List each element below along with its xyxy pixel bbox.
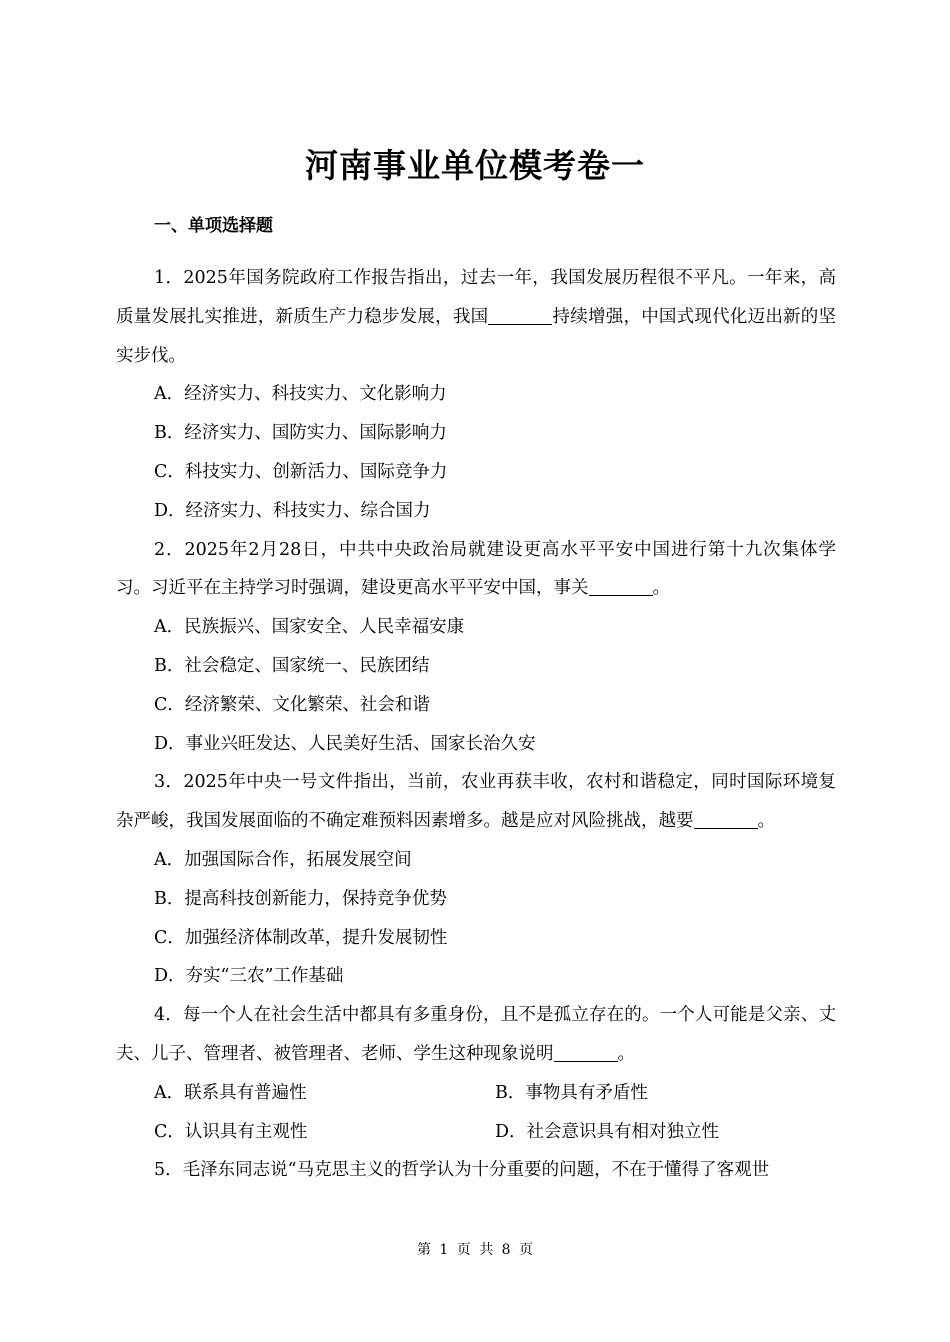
question-stem [116, 996, 836, 1074]
stem-text: 。 [757, 811, 775, 832]
option-d: D．事业兴旺发达、人民美好生活、国家长治久安 [154, 733, 536, 754]
option-c: C．认识具有主观性 [154, 1121, 308, 1142]
answer-blank [554, 1043, 618, 1062]
question-stem [116, 1151, 836, 1190]
stem-text: 4．每一个人在社会生活中都具有多重身份，且不是孤立存在的。一个人可能是父亲、丈夫、儿子、管理者、被管理者、老师、学生这种现象说明 [116, 1005, 836, 1064]
option-b: B．社会稳定、国家统一、民族团结 [154, 655, 430, 676]
stem-text: 5．毛泽东同志说“马克思主义的哲学认为十分重要的问题，不在于懂得了客观世 [154, 1160, 770, 1181]
question-stem [116, 531, 836, 609]
option-c: C．经济繁荣、文化繁荣、社会和谐 [154, 694, 430, 715]
option-d: D．社会意识具有相对独立性 [495, 1121, 720, 1142]
option-a: A．联系具有普遍性 [154, 1082, 307, 1103]
option-b: B．经济实力、国防实力、国际影响力 [154, 423, 447, 444]
stem-text: 。 [617, 1043, 635, 1064]
option-a: A．加强国际合作，拓展发展空间 [154, 849, 412, 870]
option-b: B．事物具有矛盾性 [495, 1082, 648, 1103]
page-title: 河南事业单位模考卷一 [305, 146, 645, 185]
stem-text: 2．2025年2月28日，中共中央政治局就建设更高水平平安中国进行第十九次集体学习。习近平在主持学习时强调，建设更高水平平安中国，事关 [116, 539, 836, 599]
stem-text: 1．2025年国务院政府工作报告指出，过去一年，我国发展历程很不平凡。一年来，高质量发展扎实推进，新质生产力稳步发展，我国 [116, 268, 836, 327]
stem-text: 3．2025年中央一号文件指出，当前，农业再获丰收，农村和谐稳定，同时国际环境复杂严峻，我国发展面临的不确定难预料因素增多。越是应对风险挑战，越要 [116, 772, 836, 832]
page-footer: 第 1 页 共 8 页 [416, 1242, 534, 1258]
option-d: D．夯实“三农”工作基础 [154, 966, 344, 987]
answer-blank [589, 578, 653, 597]
option-row [116, 1113, 836, 1152]
option-a: A．民族振兴、国家安全、人民幸福安康 [154, 617, 465, 638]
answer-blank [694, 811, 758, 830]
section-heading: 一、单项选择题 [154, 216, 273, 236]
stem-text: 持续增强，中国式现代化迈出新的坚实步伐。 [116, 306, 837, 366]
answer-blank [488, 306, 552, 325]
question-stem [116, 259, 836, 375]
option-c: C．科技实力、创新活力、国际竞争力 [154, 461, 448, 482]
option-a: A．经济实力、科技实力、文化影响力 [154, 384, 447, 405]
option-row [116, 1074, 836, 1113]
option-b: B．提高科技创新能力，保持竞争优势 [154, 888, 447, 909]
stem-text: 。 [652, 578, 670, 599]
question-stem [116, 763, 836, 841]
option-d: D．经济实力、科技实力、综合国力 [154, 500, 431, 521]
question-list [116, 259, 836, 1190]
option-c: C．加强经济体制改革，提升发展韧性 [154, 927, 448, 948]
